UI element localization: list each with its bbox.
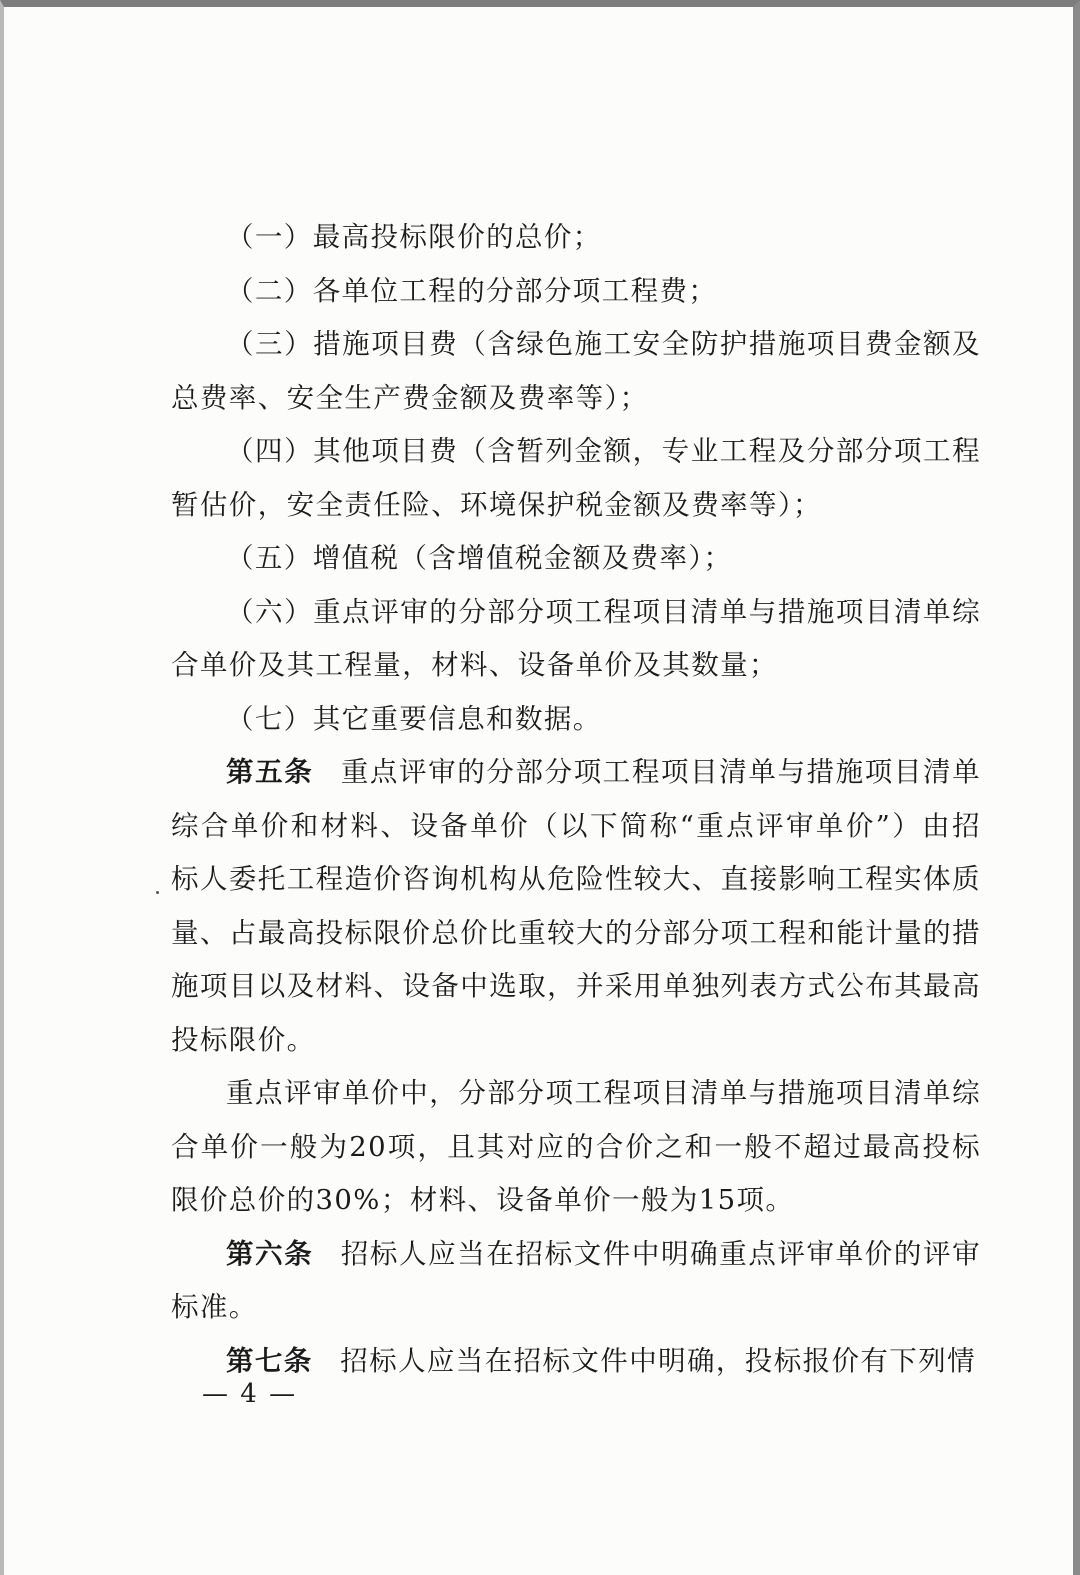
list-item: （一）最高投标限价的总价； bbox=[226, 221, 602, 253]
article-text: 招标人应当在招标文件中明确，投标报价有下列情 bbox=[340, 1344, 977, 1377]
list-item: （六）重点评审的分部分项工程项目清单与措施项目清单综合单价及其工程量，材料、设备单价及其数量； bbox=[171, 595, 981, 681]
list-item: （三）措施项目费（含绿色施工安全防护措施项目费金额及总费率、安全生产费金额及费率等）； bbox=[171, 328, 981, 414]
page-number: — 4 — bbox=[202, 1379, 298, 1409]
list-item: （五）增值税（含增值税金额及费率）； bbox=[226, 542, 733, 574]
article-5 bbox=[171, 746, 981, 1067]
article-label: 第五条 bbox=[226, 756, 314, 788]
list-item: （二）各单位工程的分部分项工程费； bbox=[226, 274, 718, 307]
article-6 bbox=[171, 1228, 981, 1335]
list-item: （四）其他项目费（含暂列金额，专业工程及分部分项工程暂估价，安全责任险、环境保护税金额及费率等）； bbox=[171, 435, 981, 521]
article-label: 第七条 bbox=[226, 1344, 313, 1377]
list-item: （七）其它重要信息和数据。 bbox=[226, 702, 602, 735]
document-body bbox=[171, 211, 981, 1388]
article-label: 第六条 bbox=[226, 1237, 314, 1270]
scan-speck bbox=[156, 891, 159, 894]
article-text: 招标人应当在招标文件中明确重点评审单价的评审标准。 bbox=[171, 1237, 981, 1323]
article-5-paragraph-2: 重点评审单价中，分部分项工程项目清单与措施项目清单综合单价一般为20项，且其对应的合价之和一般不超过最高投标限价总价的30%；材料、设备单价一般为15项。 bbox=[171, 1077, 981, 1216]
article-text: 重点评审的分部分项工程项目清单与措施项目清单综合单价和材料、设备单价（以下简称“重点评审单价”）由招标人委托工程造价咨询机构从危险性较大、直接影响工程实体质量、占最高投标限价总价比重较大的分部分项工程和能计量的措施项目以及材料、设备中选取，并采用单独列表方式公布其最高投标限价。 bbox=[171, 756, 981, 1056]
